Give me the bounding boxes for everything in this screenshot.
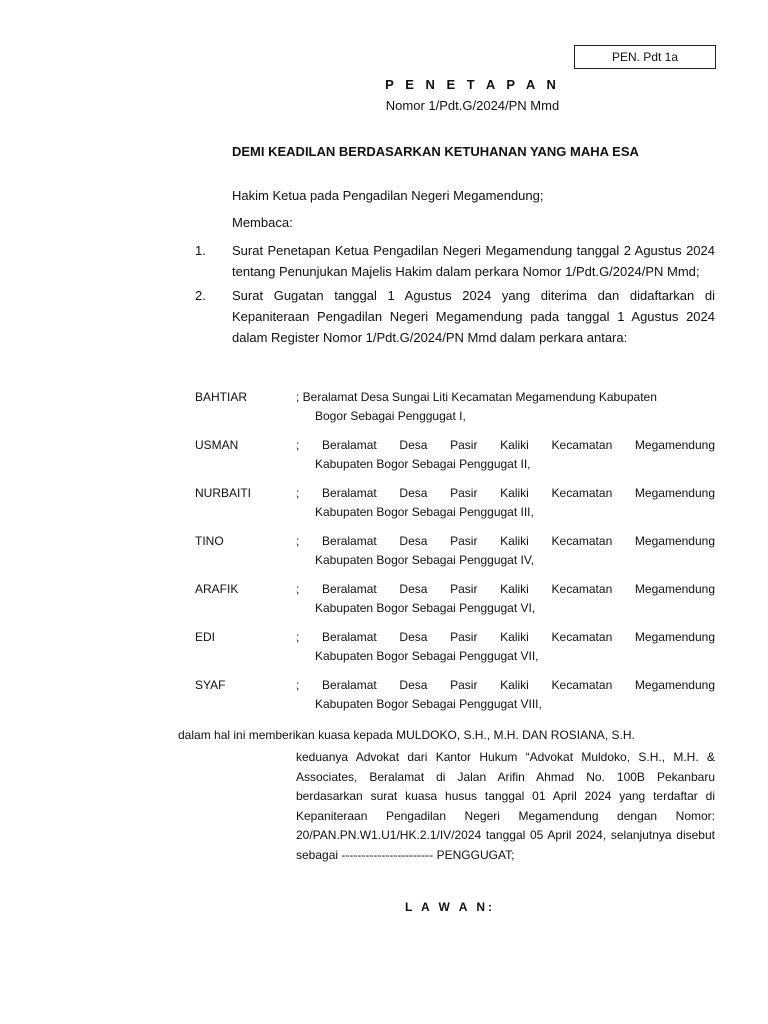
demi-keadilan-heading: DEMI KEADILAN BERDASARKAN KETUHANAN YANG MAHA ESA [232, 144, 639, 159]
party-address-cont: Kabupaten Bogor Sebagai Penggugat III, [315, 505, 534, 519]
party-row [195, 580, 715, 618]
party-name: ARAFIK [195, 582, 239, 596]
list-item [195, 240, 715, 282]
document-code-box: PEN. Pdt 1a [574, 45, 716, 69]
party-address-cont: Bogor Sebagai Penggugat I, [315, 409, 466, 423]
list-number: 2. [195, 288, 206, 303]
party-name: BAHTIAR [195, 390, 248, 404]
numbered-list [195, 240, 715, 348]
kuasa-lead-line: dalam hal ini memberikan kuasa kepada MULDOKO, S.H., M.H. DAN ROSIANA, S.H. [178, 728, 635, 742]
document-title: P E N E T A P A N [385, 77, 560, 92]
membaca-label: Membaca: [232, 215, 293, 230]
list-item [195, 285, 715, 348]
party-address-cont: Kabupaten Bogor Sebagai Penggugat IV, [315, 553, 535, 567]
party-name: EDI [195, 630, 216, 644]
party-address: ; Beralamat Desa Pasir Kaliki Kecamatan Megamendung [296, 438, 715, 452]
party-row [195, 628, 715, 666]
party-row [195, 484, 715, 522]
party-row [195, 436, 715, 474]
list-number: 1. [195, 243, 206, 258]
kuasa-paragraph: keduanya Advokat dari Kantor Hukum “Advokat Muldoko, S.H., M.H. & Associates, Beralamat di Jalan Arifin Ahmad No. 100B Pekanbaru berdasarkan surat kuasa husus tanggal 01 April 2024 yang terdaftar di Kepaniteraan Pengadilan Negeri Megamendung dengan Nomor: 20/PAN.PN.W1.U1/HK.2.1/IV/2024 tanggal 05 April 2024, selanjutnya disebut sebagai ----------------------- PENGGUGAT; [296, 750, 715, 862]
party-row [195, 676, 715, 714]
party-address-cont: Kabupaten Bogor Sebagai Penggugat VII, [315, 649, 539, 663]
case-number: Nomor 1/Pdt.G/2024/PN Mmd [385, 98, 560, 113]
party-name: TINO [195, 534, 224, 548]
party-name: SYAF [195, 678, 226, 692]
party-address: ; Beralamat Desa Pasir Kaliki Kecamatan Megamendung [296, 534, 715, 548]
party-row [195, 532, 715, 570]
party-name: NURBAITI [195, 486, 252, 500]
party-name: USMAN [195, 438, 239, 452]
party-address: ; Beralamat Desa Pasir Kaliki Kecamatan Megamendung [296, 678, 715, 692]
party-address: ; Beralamat Desa Pasir Kaliki Kecamatan Megamendung [296, 582, 715, 596]
party-address-cont: Kabupaten Bogor Sebagai Penggugat VIII, [315, 697, 542, 711]
lawan-heading: L A W A N: [405, 900, 495, 914]
party-address-cont: Kabupaten Bogor Sebagai Penggugat VI, [315, 601, 536, 615]
party-address: ; Beralamat Desa Pasir Kaliki Kecamatan Megamendung [296, 630, 715, 644]
list-text: Surat Gugatan tanggal 1 Agustus 2024 yang diterima dan didaftarkan di Kepaniteraan Pengadilan Negeri Megamendung pada tanggal 1 Agustus 2024 dalam Register Nomor 1/Pdt.G/2024/PN Mmd dalam perkara antara: [232, 288, 715, 345]
party-list [195, 388, 715, 724]
party-address-cont: Kabupaten Bogor Sebagai Penggugat II, [315, 457, 531, 471]
hakim-line: Hakim Ketua pada Pengadilan Negeri Megamendung; [232, 188, 544, 203]
party-address: ; Beralamat Desa Pasir Kaliki Kecamatan Megamendung [296, 486, 715, 500]
party-address: ; Beralamat Desa Sungai Liti Kecamatan Megamendung Kabupaten [296, 390, 657, 404]
party-row [195, 388, 715, 426]
list-text: Surat Penetapan Ketua Pengadilan Negeri Megamendung tanggal 2 Agustus 2024 tentang Penunjukan Majelis Hakim dalam perkara Nomor 1/Pdt.G/2024/PN Mmd; [232, 243, 715, 279]
